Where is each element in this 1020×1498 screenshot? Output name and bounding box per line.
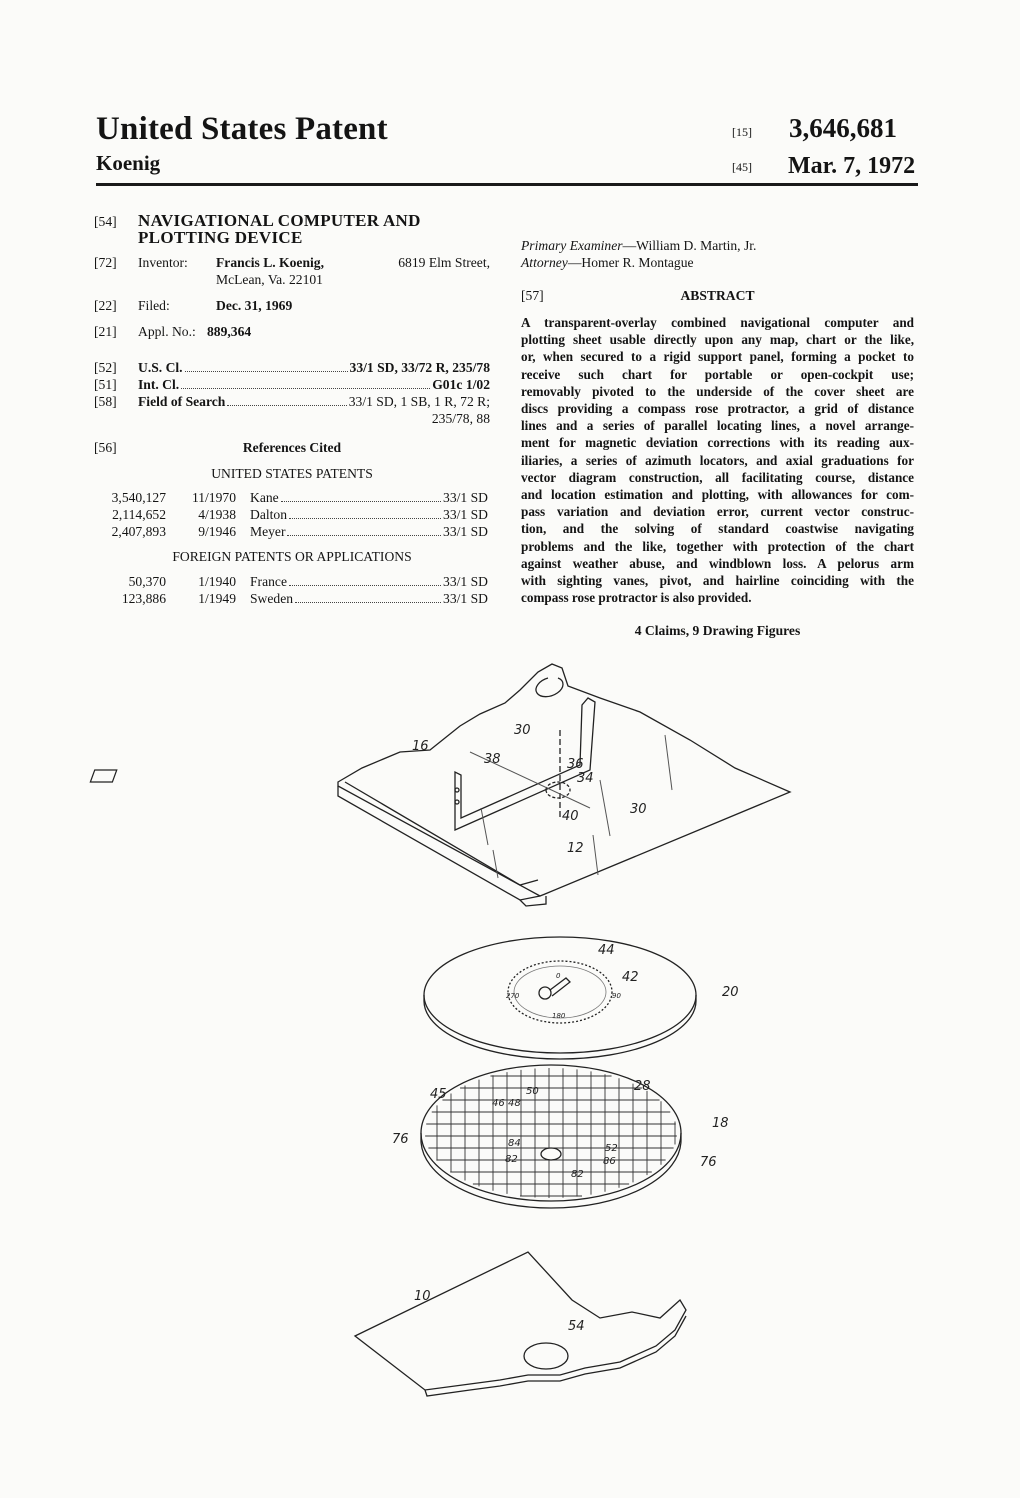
ref-number: 2,114,652 — [112, 507, 166, 522]
cover-sheet-drawing — [90, 664, 790, 906]
fig-label-38: 38 — [484, 752, 501, 767]
fig-label-18: 18 — [712, 1116, 729, 1131]
compass-disc-drawing — [424, 937, 696, 1059]
abstract-line: A transparent-overlay combined navigational computer and — [521, 315, 914, 330]
invention-title-line1: NAVIGATIONAL COMPUTER AND — [138, 211, 421, 230]
ref-class: 33/1 SD — [443, 507, 488, 522]
dial-label-270: 270 — [506, 992, 520, 1000]
ref-date: 4/1938 — [198, 507, 236, 522]
fig-label-12: 12 — [567, 841, 584, 856]
ref-class: 33/1 SD — [443, 591, 488, 606]
patent-number-code: [15] — [732, 125, 752, 139]
fig-label-40: 40 — [562, 809, 579, 824]
header-rule — [96, 183, 918, 186]
inventor-address-line2: McLean, Va. 22101 — [216, 272, 323, 287]
right-column — [521, 237, 914, 639]
ref-date: 9/1946 — [198, 524, 236, 539]
inventor-address-line1: 6819 Elm Street, — [398, 255, 490, 270]
abstract-line: with sighting vanes, pivot, and hairline coinciding with the — [521, 573, 914, 589]
appl-number: 889,364 — [207, 324, 252, 339]
fig-label-34: 34 — [577, 771, 594, 786]
us-class-label: U.S. Cl. — [138, 360, 183, 375]
abstract-line: lines and a series of parallel locating lines, a novel arrange- — [521, 418, 914, 434]
ref-name: Meyer — [250, 524, 286, 539]
fig-label-82a: 82 — [505, 1154, 518, 1165]
primary-examiner-label: Primary Examiner — [521, 238, 623, 253]
fig-label-30b: 30 — [630, 802, 647, 817]
attorney-label: Attorney — [521, 255, 568, 270]
foreign_patents-row — [94, 573, 488, 590]
document-title: United States Patent — [96, 111, 388, 147]
fig-label-42: 42 — [622, 970, 639, 985]
ref-name: France — [250, 574, 287, 589]
references-heading: References Cited — [242, 440, 342, 455]
inventor-surname: Koenig — [96, 151, 161, 175]
us-class-value: 33/1 SD, 33/72 R, 235/78 — [349, 360, 490, 375]
ref-number: 2,407,893 — [111, 524, 166, 539]
us-class-code: [52] — [94, 360, 117, 375]
ref-name: Kane — [250, 490, 279, 505]
fig-label-10: 10 — [414, 1289, 431, 1304]
fig-label-82b: 82 — [571, 1169, 584, 1180]
ref-class: 33/1 SD — [443, 574, 488, 589]
filed-code: [22] — [94, 298, 117, 313]
us_patents-row — [94, 523, 488, 540]
fig-label-86: 86 — [603, 1156, 616, 1167]
bibliographic-section — [94, 212, 490, 607]
us-patents-table — [94, 489, 488, 540]
abstract-line: removably pivoted to the underside of the cover sheet are — [521, 383, 914, 399]
abstract-line: vector diagram construction, all facilitating course, distance — [521, 469, 914, 485]
fig-label-48: 48 — [508, 1098, 521, 1109]
ref-class: 33/1 SD — [443, 524, 488, 539]
abstract-body — [521, 314, 914, 606]
inventor-name: Francis L. Koenig, — [216, 255, 324, 270]
dial-label-180: 180 — [552, 1012, 566, 1020]
fig-label-20: 20 — [722, 985, 739, 1000]
int-class-label: Int. Cl. — [138, 377, 180, 392]
fig-label-76b: 76 — [700, 1155, 717, 1170]
abstract-line: compass rose protractor is also provided. — [521, 590, 752, 606]
field-search-value: 33/1 SD, 1 SB, 1 R, 72 R; — [348, 394, 490, 409]
abstract-line: ment for magnetic deviation corrections with its reading aux- — [521, 435, 914, 451]
abstract-line: against weather abuse, and windblown loss. A pelorus arm — [521, 555, 914, 571]
abstract-code: [57] — [521, 288, 544, 303]
abstract-line: receive such chart for portable or open-cockpit use; — [521, 366, 914, 382]
abstract-line: iliaries, a series of azimuth locators, and axial graduations for — [521, 452, 914, 468]
int-class-code: [51] — [94, 377, 117, 392]
fig-label-16: 16 — [412, 739, 429, 754]
abstract-line: tion, and the solving of standard coastwise navigating — [521, 521, 914, 537]
fig-label-30a: 30 — [514, 723, 531, 738]
fig-label-36: 36 — [567, 757, 584, 772]
attorney-name: —Homer R. Montague — [567, 255, 694, 270]
filed-label: Filed: — [138, 298, 170, 313]
ref-date: 1/1940 — [198, 574, 236, 589]
field-search-code: [58] — [94, 394, 117, 409]
foreign-patents-heading: FOREIGN PATENTS OR APPLICATIONS — [172, 549, 412, 564]
appl-label: Appl. No.: — [138, 324, 196, 339]
abstract-heading: ABSTRACT — [680, 288, 755, 303]
dial-label-90: 90 — [612, 992, 621, 1000]
abstract-line: and location estimation and plotting, with allowances for com- — [521, 487, 914, 503]
abstract-line: or, when secured to a rigid support panel, forming a pocket to — [521, 349, 914, 365]
ref-date: 1/1949 — [198, 591, 236, 606]
patent-drawing — [0, 650, 1020, 1498]
ref-name: Sweden — [250, 591, 294, 606]
claims-summary: 4 Claims, 9 Drawing Figures — [634, 623, 801, 639]
appl-code: [21] — [94, 324, 117, 339]
fig-label-76a: 76 — [392, 1132, 409, 1147]
ref-name: Dalton — [250, 507, 287, 522]
ref-date: 11/1970 — [191, 490, 236, 505]
foreign-patents-table — [94, 573, 488, 607]
us_patents-row — [94, 506, 488, 523]
primary-examiner-name: —William D. Martin, Jr. — [622, 238, 757, 253]
fig-label-46: 46 — [492, 1098, 505, 1109]
fig-label-52: 52 — [605, 1143, 618, 1154]
int-class-value: G01c 1/02 — [432, 377, 490, 392]
ref-class: 33/1 SD — [443, 490, 488, 505]
fig-label-84: 84 — [508, 1138, 521, 1149]
fig-label-45: 45 — [430, 1087, 447, 1102]
patent-date: Mar. 7, 1972 — [788, 153, 916, 179]
abstract-line: discs providing a compass rose protractor, a grid of distance — [521, 401, 914, 417]
fig-label-54: 54 — [568, 1319, 585, 1334]
patent-date-code: [45] — [732, 160, 752, 174]
abstract-line: plotting sheet usable directly upon any map, chart or the like, — [521, 332, 914, 348]
fig-label-44: 44 — [598, 943, 615, 958]
us-patents-heading: UNITED STATES PATENTS — [211, 466, 373, 481]
base-plate-drawing — [355, 1252, 686, 1396]
title-code: [54] — [94, 214, 117, 229]
dial-label-0: 0 — [556, 972, 561, 980]
foreign_patents-row — [94, 590, 488, 607]
fig-label-50: 50 — [526, 1086, 539, 1097]
invention-title-line2: PLOTTING DEVICE — [138, 228, 303, 247]
ref-number: 123,886 — [121, 591, 166, 606]
ref-number: 50,370 — [128, 574, 166, 589]
field-search-label: Field of Search — [138, 394, 226, 409]
inventor-code: [72] — [94, 255, 117, 270]
inventor-label: Inventor: — [138, 255, 188, 270]
references-code: [56] — [94, 440, 117, 455]
ref-number: 3,540,127 — [111, 490, 166, 505]
patent-number: 3,646,681 — [789, 113, 897, 143]
abstract-line: pass variation and deviation error, current vector construc- — [521, 504, 914, 520]
filed-date: Dec. 31, 1969 — [216, 298, 293, 313]
field-search-value-cont: 235/78, 88 — [431, 411, 490, 426]
abstract-line: problems and the like, together with protection of the chart — [521, 538, 914, 554]
fig-label-28: 28 — [634, 1079, 651, 1094]
us_patents-row — [94, 489, 488, 506]
